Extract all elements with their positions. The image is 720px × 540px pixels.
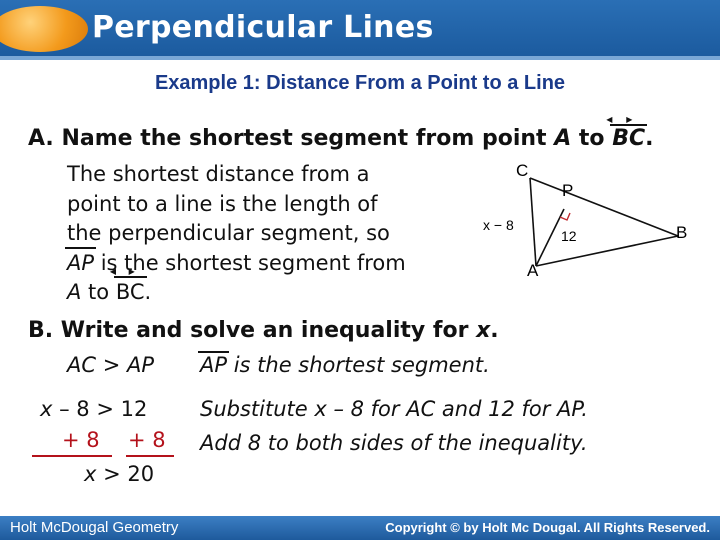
para-to: to [81, 280, 116, 304]
inequality-ac-ap [67, 353, 154, 377]
ineq1-left: AC [67, 353, 97, 377]
result-inequality [84, 462, 154, 486]
part-a-prefix: A. Name the shortest segment from point [28, 126, 555, 151]
add-eight-right: + 8 [128, 428, 166, 452]
inequality-x-minus-8 [40, 397, 147, 421]
para-line-5 [67, 278, 467, 308]
result-var: x [84, 462, 97, 486]
example-subtitle: Example 1: Distance From a Point to a Line [154, 72, 566, 94]
ineq1-right: AP [126, 353, 155, 377]
part-b-var: x [476, 318, 491, 343]
para-line-bc: BC ◀ ▶ [116, 278, 145, 308]
explanation-paragraph [67, 160, 467, 308]
part-a-line-bc: BC ◀ ▶ [612, 126, 645, 151]
part-a-to: to [571, 126, 613, 151]
label-c: C [516, 161, 529, 180]
label-p: P [562, 181, 574, 200]
label-12: 12 [561, 228, 577, 244]
part-a-heading [28, 126, 653, 151]
part-a-suffix: . [645, 126, 654, 151]
reason1-rest: is the shortest segment. [227, 353, 490, 377]
label-a: A [527, 261, 539, 280]
para-line-4-rest: is the shortest segment from [94, 250, 406, 275]
footer-bar [0, 516, 720, 540]
part-b-suffix: . [490, 318, 499, 343]
title-bar [0, 0, 720, 58]
footer-publisher: Holt McDougal Geometry [10, 519, 179, 536]
reason-3: Add 8 to both sides of the inequality. [200, 431, 588, 455]
label-x-minus-8: x − 8 [483, 217, 514, 233]
reason-1 [200, 353, 490, 377]
para-point-a: A [67, 280, 82, 304]
underline-left [32, 455, 112, 457]
segment-ab [536, 236, 678, 266]
page-title: Perpendicular Lines [92, 10, 434, 45]
ineq2-rest: – 8 > 12 [52, 397, 148, 421]
segment-cb [530, 178, 678, 236]
header-divider [0, 56, 720, 60]
para-line-1: The shortest distance from a [67, 162, 370, 186]
orange-oval-logo [0, 6, 88, 52]
add-eight-left: + 8 [62, 428, 100, 452]
segment-ca [530, 178, 536, 266]
para-end: . [144, 280, 152, 304]
reason-2: Substitute x – 8 for AC and 12 for AP. [200, 397, 588, 421]
para-line-3: the perpendicular segment, so [67, 221, 390, 245]
label-b: B [676, 223, 688, 242]
result-rest: > 20 [96, 462, 155, 486]
ineq2-var: x [40, 397, 53, 421]
segment-ap: AP [67, 249, 94, 279]
footer-copyright: Copyright © by Holt Mc Dougal. All Rights Reserved. [385, 520, 710, 535]
reason1-seg: AP [200, 353, 228, 377]
underline-right [126, 455, 174, 457]
triangle-diagram [478, 158, 706, 288]
part-a-point: A [554, 126, 572, 151]
part-b-heading [28, 318, 499, 343]
part-b-prefix: B. Write and solve an inequality for [28, 318, 477, 343]
ineq1-op: > [96, 353, 127, 377]
para-line-2: point to a line is the length of [67, 191, 378, 216]
